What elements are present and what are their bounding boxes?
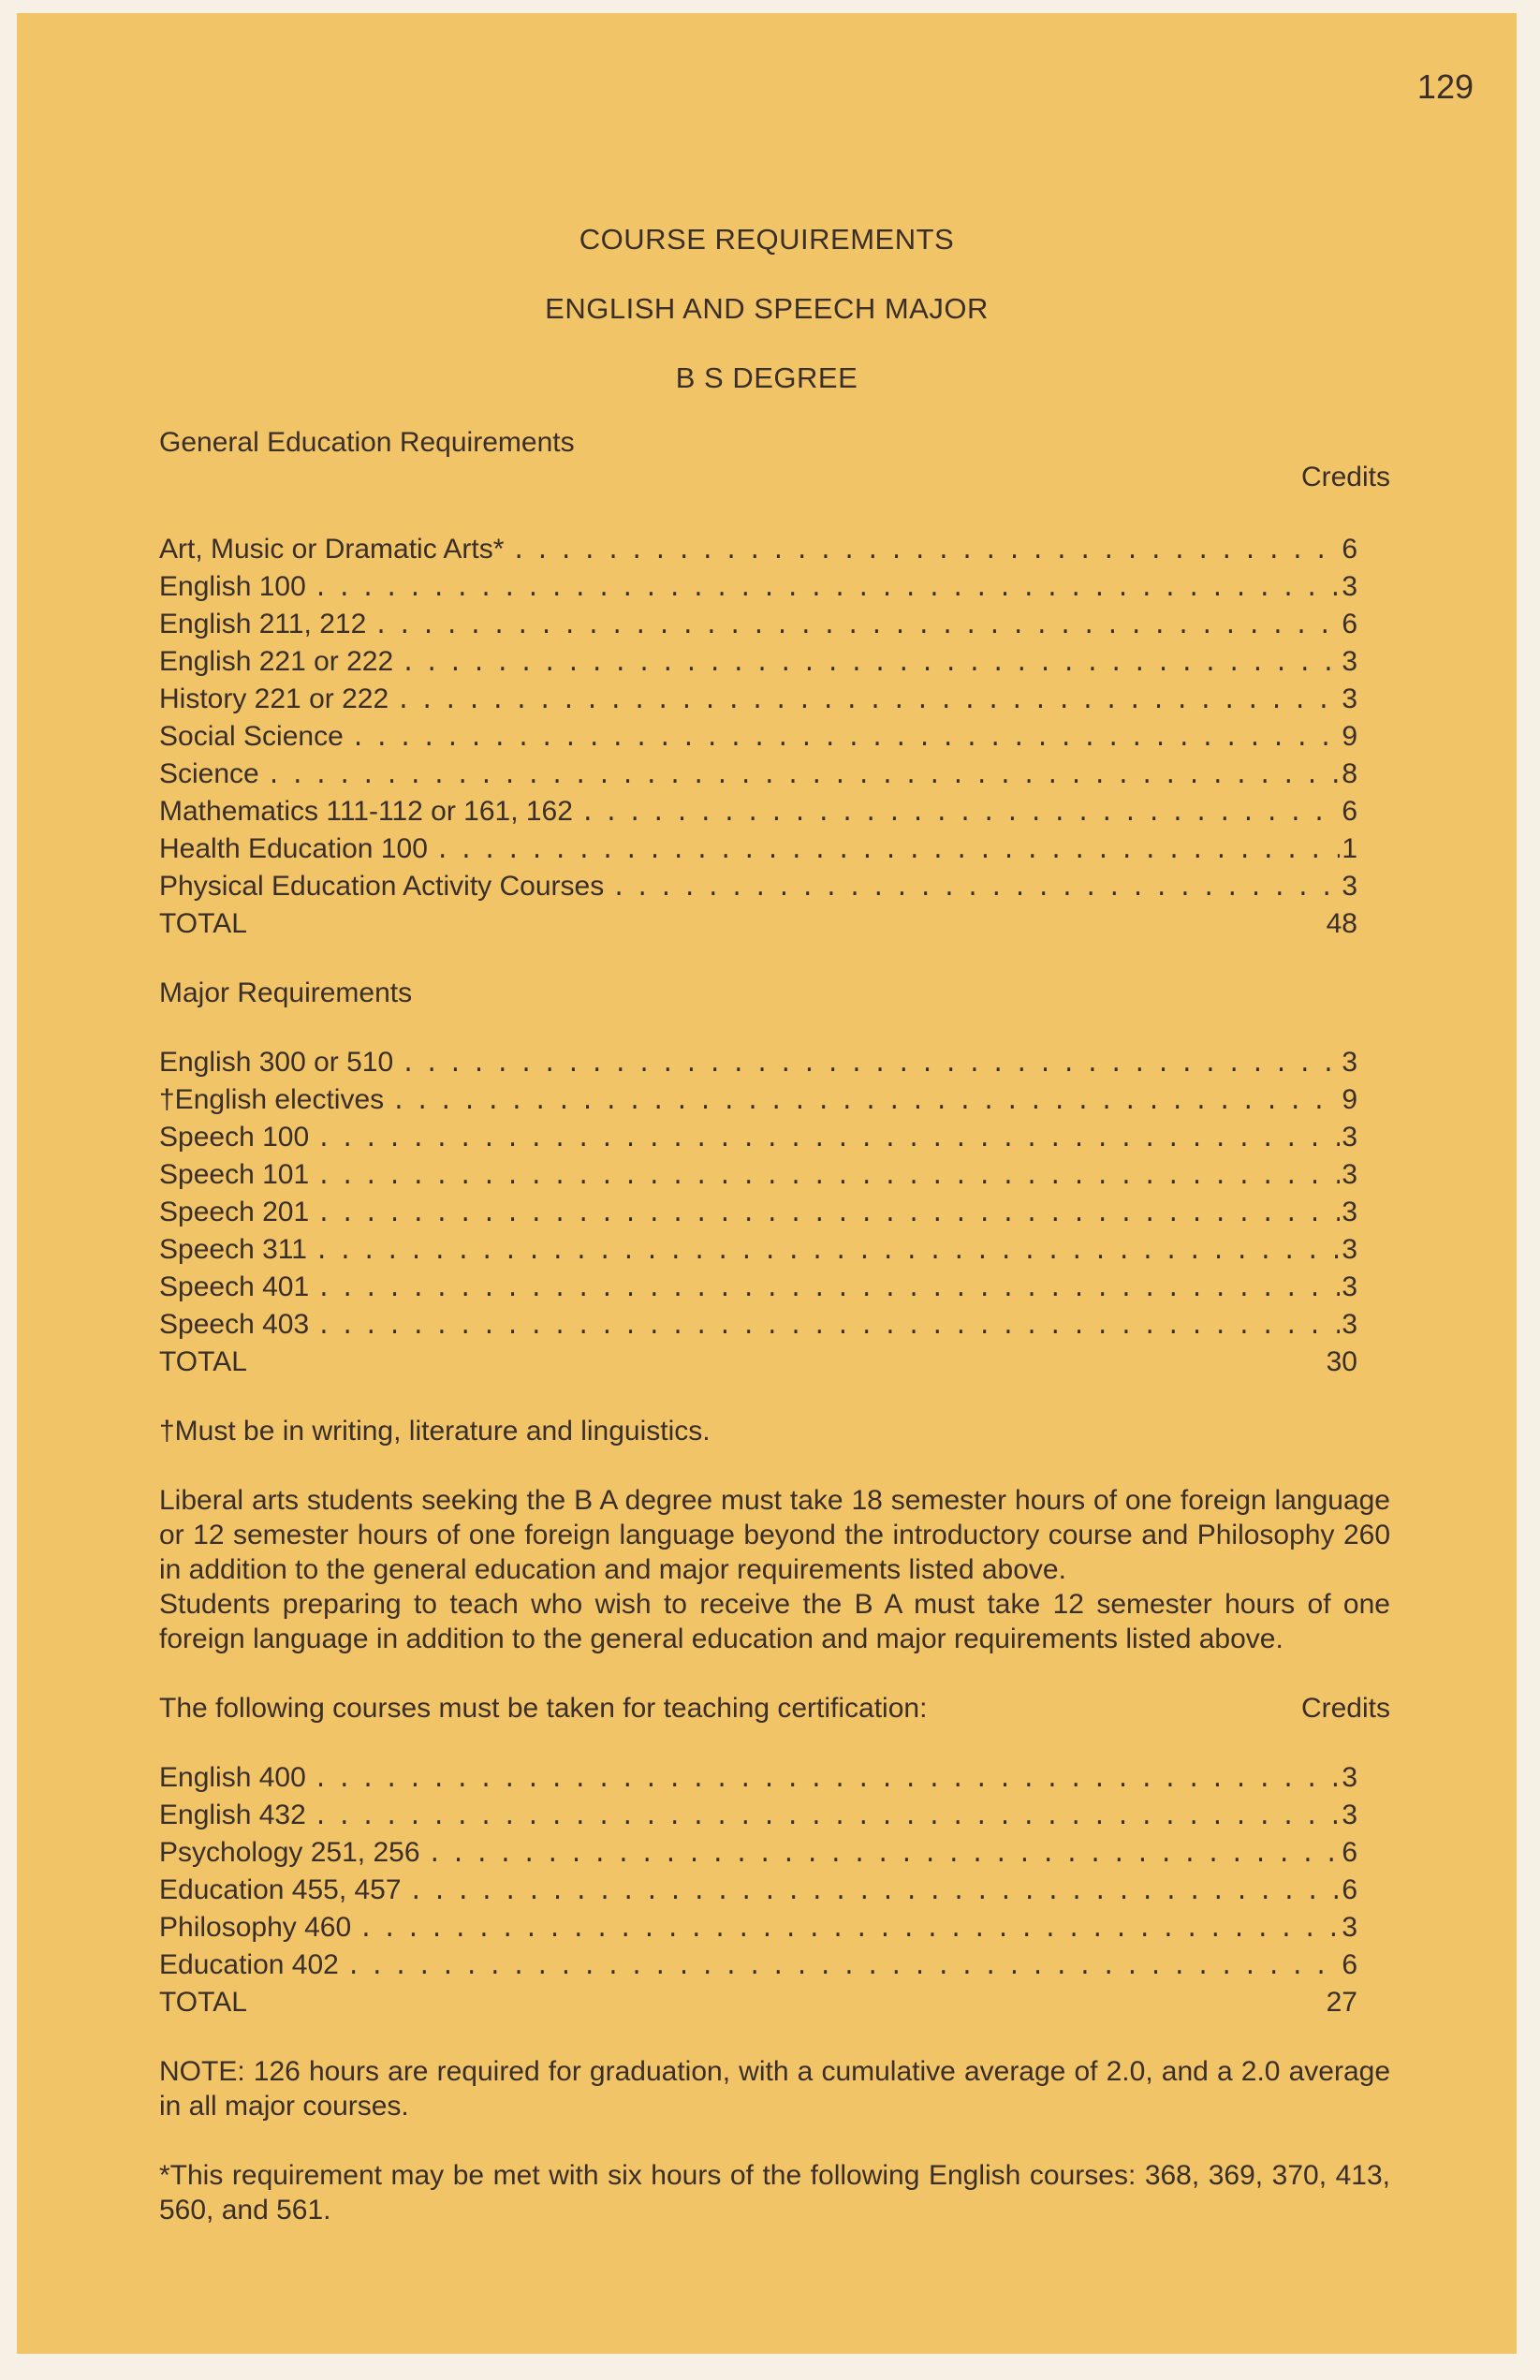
- course-label: Speech 311: [159, 1234, 307, 1265]
- major-total-label: TOTAL: [159, 1346, 247, 1377]
- course-label: Health Education 100: [159, 833, 428, 864]
- requirement-row: [159, 682, 1357, 719]
- graduation-note: NOTE: 126 hours are required for graduation, with a cumulative average of 2.0, and a 2.0 average in all major courses.: [159, 2056, 1390, 2122]
- dot-leader: [351, 722, 1341, 757]
- course-label: Speech 201: [159, 1197, 310, 1227]
- credit-value: 3: [1342, 1234, 1357, 1265]
- general-section-header: [159, 425, 1390, 460]
- dot-leader: [316, 1197, 1340, 1232]
- credit-value: 3: [1342, 646, 1357, 677]
- requirements-content: [159, 425, 1390, 2227]
- liberal-arts-note: Liberal arts students seeking the B A degree must take 18 semester hours of one foreign language or 12 semester hours of one foreign language beyond the introductory course and Philosophy 260 in addition to the general education and major requirements listed above.: [159, 1485, 1390, 1585]
- dot-leader: [401, 647, 1340, 682]
- credit-value: 6: [1342, 1949, 1357, 1980]
- certification-list: [159, 1760, 1390, 1985]
- page-number: 129: [1416, 67, 1474, 106]
- credit-value: 3: [1342, 1912, 1357, 1943]
- requirement-row: [159, 1195, 1357, 1232]
- credit-value: 3: [1342, 1762, 1357, 1793]
- course-label: Speech 403: [159, 1309, 310, 1340]
- requirement-row: [159, 719, 1357, 757]
- dot-leader: [316, 1272, 1340, 1307]
- course-label: Speech 100: [159, 1122, 310, 1153]
- credit-value: 1: [1342, 833, 1357, 864]
- general-requirements-list: [159, 532, 1390, 906]
- major-total-value: 30: [1326, 1346, 1357, 1377]
- requirement-row: [159, 1910, 1357, 1947]
- dot-leader: [396, 684, 1340, 719]
- dot-leader: [314, 1763, 1341, 1798]
- requirement-row: [159, 569, 1357, 607]
- dot-leader: [359, 1913, 1340, 1947]
- course-label: Science: [159, 758, 259, 789]
- heading-major: ENGLISH AND SPEECH MAJOR: [545, 292, 989, 325]
- certification-total-label: TOTAL: [159, 1987, 247, 2018]
- general-total-value: 48: [1326, 908, 1357, 939]
- teaching-note: Students preparing to teach who wish to receive the B A must take 12 semester hours of one foreign language in addition to the general education and major requirements listed above.: [159, 1589, 1390, 1654]
- general-section-title: General Education Requirements: [159, 427, 575, 458]
- requirement-row: [159, 1082, 1357, 1120]
- requirement-row: [159, 1947, 1357, 1985]
- credit-value: 9: [1342, 1084, 1357, 1115]
- course-label: Speech 401: [159, 1271, 310, 1302]
- requirement-row: [159, 1798, 1357, 1835]
- course-label: Mathematics 111-112 or 161, 162: [159, 796, 573, 827]
- course-label: English 221 or 222: [159, 646, 394, 677]
- course-label: Physical Education Activity Courses: [159, 871, 605, 902]
- heading-degree: B S DEGREE: [675, 361, 858, 394]
- dot-leader: [435, 834, 1340, 869]
- major-total-row: [159, 1344, 1357, 1379]
- credit-value: 3: [1342, 1271, 1357, 1302]
- requirement-row: [159, 1120, 1357, 1157]
- dot-leader: [314, 1800, 1341, 1835]
- course-label: †English electives: [159, 1084, 385, 1115]
- dot-leader: [401, 1048, 1340, 1082]
- requirement-row: [159, 1157, 1357, 1195]
- requirement-row: [159, 644, 1357, 682]
- dot-leader: [511, 535, 1340, 569]
- credit-value: 3: [1342, 1309, 1357, 1340]
- requirement-row: [159, 1045, 1357, 1082]
- credit-value: 3: [1342, 683, 1357, 714]
- course-label: Social Science: [159, 721, 344, 752]
- credit-value: 9: [1342, 721, 1357, 752]
- course-label: Education 402: [159, 1949, 339, 1980]
- certification-total-row: [159, 1985, 1357, 2020]
- credit-value: 3: [1342, 871, 1357, 902]
- credit-value: 6: [1342, 534, 1357, 565]
- credit-value: 6: [1342, 1837, 1357, 1868]
- dot-leader: [391, 1085, 1340, 1120]
- credit-value: 3: [1342, 1159, 1357, 1190]
- credit-value: 6: [1342, 609, 1357, 639]
- requirement-row: [159, 1232, 1357, 1270]
- requirement-row: [159, 831, 1357, 869]
- requirement-row: [159, 1307, 1357, 1344]
- credit-value: 6: [1342, 796, 1357, 827]
- major-section-title: Major Requirements: [159, 977, 413, 1008]
- credit-value: 6: [1342, 1874, 1357, 1905]
- course-label: Philosophy 460: [159, 1912, 352, 1943]
- dot-leader: [611, 872, 1340, 906]
- dot-leader: [580, 797, 1340, 831]
- requirement-row: [159, 532, 1357, 569]
- dagger-note: †Must be in writing, literature and linguistics.: [159, 1416, 711, 1447]
- asterisk-footnote: *This requirement may be met with six hours of the following English courses: 368, 369, 370, 413, 560, and 561.: [159, 2160, 1390, 2226]
- dot-leader: [316, 1310, 1340, 1344]
- course-label: English 400: [159, 1762, 306, 1793]
- course-label: Education 455, 457: [159, 1874, 402, 1905]
- credit-value: 3: [1342, 1197, 1357, 1227]
- course-label: English 300 or 510: [159, 1047, 394, 1078]
- requirement-row: [159, 1760, 1357, 1798]
- course-label: Speech 101: [159, 1159, 310, 1190]
- course-label: English 211, 212: [159, 609, 367, 639]
- credit-value: 3: [1342, 1122, 1357, 1153]
- requirement-row: [159, 607, 1357, 644]
- general-total-row: [159, 906, 1357, 941]
- dot-leader: [409, 1875, 1341, 1910]
- requirement-row: [159, 794, 1357, 831]
- general-total-label: TOTAL: [159, 908, 247, 939]
- general-credits-header: [159, 460, 1390, 494]
- dot-leader: [315, 1235, 1340, 1270]
- dot-leader: [314, 572, 1341, 607]
- credit-value: 3: [1342, 1800, 1357, 1830]
- course-label: English 100: [159, 571, 306, 602]
- requirement-row: [159, 1835, 1357, 1873]
- certification-title: The following courses must be taken for teaching certification:: [159, 1693, 928, 1724]
- requirement-row: [159, 1270, 1357, 1307]
- catalog-page: [17, 13, 1517, 2354]
- certification-header: [159, 1691, 1390, 1726]
- credit-value: 3: [1342, 1047, 1357, 1078]
- credit-value: 3: [1342, 571, 1357, 602]
- dot-leader: [267, 759, 1341, 794]
- heading-course-requirements: COURSE REQUIREMENTS: [579, 223, 955, 256]
- certification-credits-label: Credits: [1300, 1693, 1390, 1724]
- major-requirements-list: [159, 1045, 1390, 1344]
- requirement-row: [159, 1873, 1357, 1910]
- dot-leader: [374, 610, 1340, 644]
- dot-leader: [346, 1950, 1340, 1985]
- requirement-row: [159, 757, 1357, 794]
- credit-value: 8: [1342, 758, 1357, 789]
- course-label: History 221 or 222: [159, 683, 389, 714]
- course-label: English 432: [159, 1800, 306, 1830]
- dot-leader: [316, 1123, 1340, 1157]
- requirement-row: [159, 869, 1357, 906]
- course-label: Art, Music or Dramatic Arts*: [159, 534, 505, 565]
- dot-leader: [316, 1160, 1340, 1195]
- dot-leader: [428, 1838, 1341, 1873]
- certification-total-value: 27: [1326, 1987, 1357, 2018]
- general-credits-label: Credits: [1300, 462, 1390, 492]
- course-label: Psychology 251, 256: [159, 1837, 420, 1868]
